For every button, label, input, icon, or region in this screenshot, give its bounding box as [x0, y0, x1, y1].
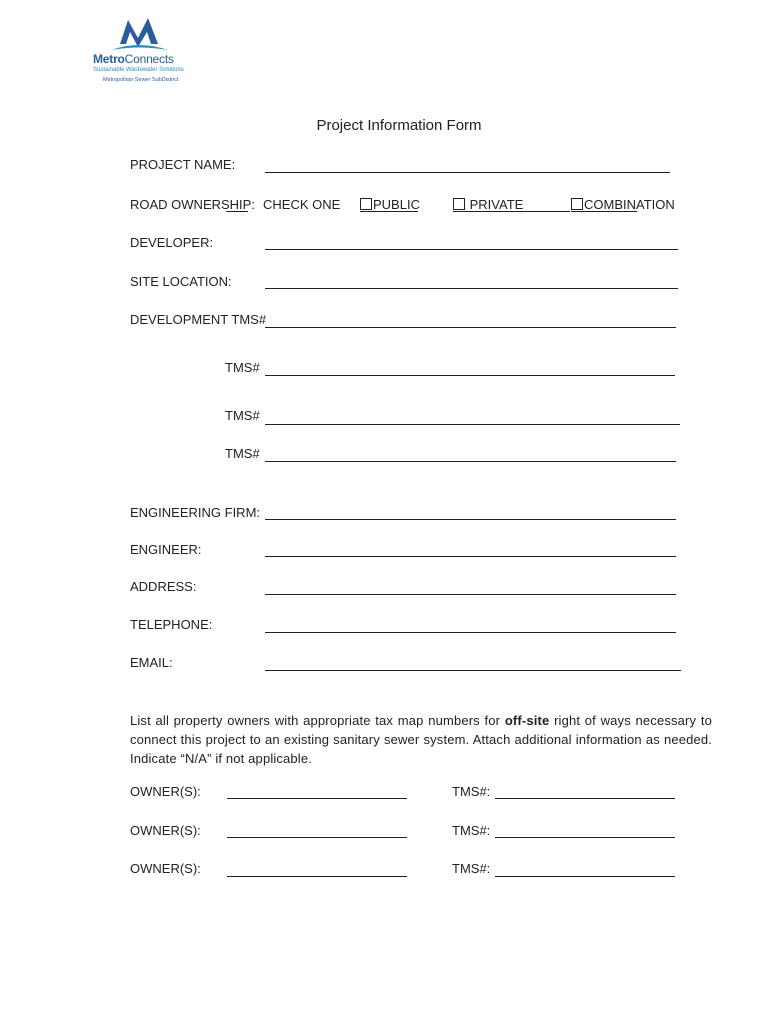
engineer-field[interactable] — [265, 556, 676, 557]
engineering-firm-label: ENGINEERING FIRM: — [130, 505, 261, 520]
telephone-field[interactable] — [265, 632, 676, 633]
option-private[interactable] — [453, 197, 523, 212]
owner-tms-label-1: TMS#: — [452, 784, 491, 799]
logo-brand — [93, 52, 174, 66]
instructions-part1: List all property owners with appropriate tax map numbers for — [130, 713, 505, 728]
metroconnects-logo — [90, 14, 190, 86]
page-title: Project Information Form — [316, 117, 482, 134]
public-underline — [360, 211, 418, 212]
owner-tms-label-2: TMS#: — [452, 823, 491, 838]
address-field[interactable] — [265, 594, 676, 595]
development-tms-field[interactable] — [265, 327, 676, 328]
logo-brand-connects: Connects — [124, 52, 174, 66]
private-checkbox[interactable] — [453, 198, 465, 210]
project-name-label: PROJECT NAME: — [130, 157, 236, 172]
tms-field-2[interactable] — [265, 424, 680, 425]
owner-label-2: OWNER(S): — [130, 823, 201, 838]
engineering-firm-field[interactable] — [265, 519, 676, 520]
private-underline — [453, 211, 570, 212]
public-checkbox[interactable] — [360, 198, 372, 210]
tms-label-1: TMS# — [225, 360, 260, 375]
owner-tms-field-3[interactable] — [495, 876, 675, 877]
owner-label-1: OWNER(S): — [130, 784, 201, 799]
owner-field-1[interactable] — [227, 798, 407, 799]
engineer-label: ENGINEER: — [130, 542, 202, 557]
owner-tms-label-3: TMS#: — [452, 861, 491, 876]
telephone-label: TELEPHONE: — [130, 617, 213, 632]
email-label: EMAIL: — [130, 655, 173, 670]
email-field[interactable] — [265, 670, 681, 671]
address-label: ADDRESS: — [130, 579, 197, 594]
tms-label-3: TMS# — [225, 446, 260, 461]
option-public[interactable] — [360, 197, 420, 212]
instructions-bold: off-site — [504, 713, 550, 728]
check-one-label: CHECK ONE — [263, 197, 341, 212]
logo-tagline: Sustainable Wastewater Solutions — [93, 67, 184, 73]
development-tms-label: DEVELOPMENT TMS# — [130, 312, 267, 327]
tms-field-1[interactable] — [265, 375, 675, 376]
site-location-field[interactable] — [265, 288, 678, 289]
owner-field-2[interactable] — [227, 837, 407, 838]
combination-checkbox[interactable] — [571, 198, 583, 210]
owner-tms-field-1[interactable] — [495, 798, 675, 799]
developer-field[interactable] — [265, 249, 678, 250]
site-location-label: SITE LOCATION: — [130, 274, 232, 289]
road-ownership-underline — [226, 211, 248, 212]
instructions-paragraph — [130, 711, 712, 768]
road-ownership-label: ROAD OWNERSHIP: — [130, 197, 255, 212]
owner-tms-field-2[interactable] — [495, 837, 675, 838]
tms-field-3[interactable] — [265, 461, 676, 462]
project-name-field[interactable] — [265, 172, 670, 173]
instructions-part2: right of ways necessary to connect this project to an existing sanitary sewer system. Attach additional information as needed. Indicate “N/A” if not applicable. — [130, 713, 712, 766]
option-combination-label: COMBINATION — [584, 197, 675, 212]
combination-underline — [571, 211, 637, 212]
developer-label: DEVELOPER: — [130, 235, 214, 250]
owner-label-3: OWNER(S): — [130, 861, 201, 876]
logo-mark-icon — [90, 14, 190, 54]
option-combination[interactable] — [571, 197, 675, 212]
option-public-label: PUBLIC — [373, 197, 420, 212]
logo-brand-metro: Metro — [93, 52, 125, 66]
option-private-label: PRIVATE — [469, 197, 524, 212]
owner-field-3[interactable] — [227, 876, 407, 877]
logo-district: Metropolitan Sewer SubDistrict — [103, 77, 179, 83]
tms-label-2: TMS# — [225, 408, 260, 423]
